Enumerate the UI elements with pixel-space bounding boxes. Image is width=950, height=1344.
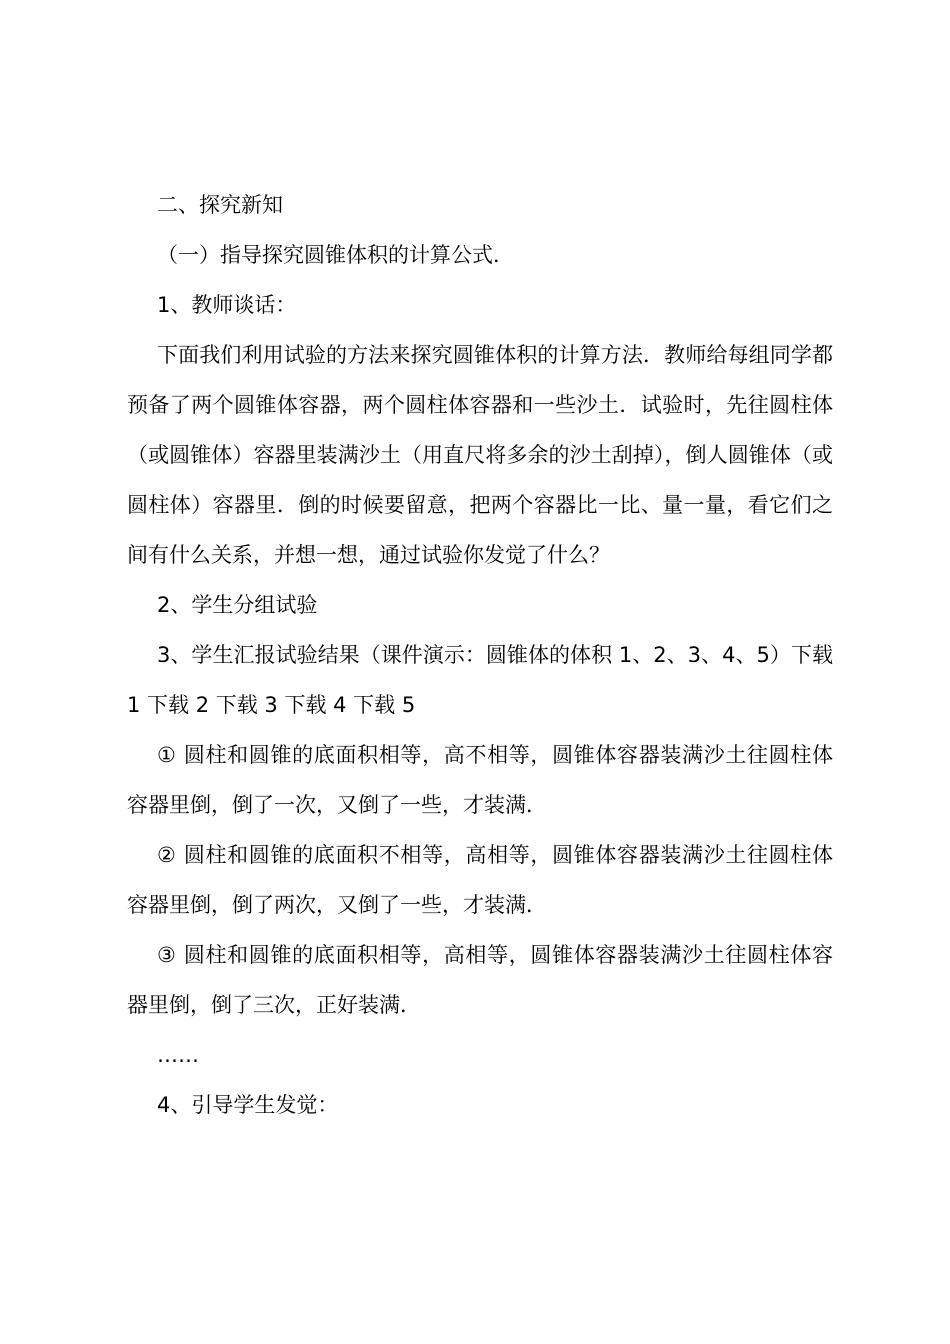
result-item-2: ② 圆柱和圆锥的底面积不相等，高相等，圆锥体容器装满沙土往圆柱体容器里倒，倒了两次，又倒了一些，才装满．	[127, 843, 833, 917]
step-heading-2: 2、学生分组试验	[157, 593, 318, 617]
step-heading-4: 4、引导学生发觉：	[157, 1093, 339, 1117]
document-body	[127, 180, 833, 1130]
section-heading: 二、探究新知	[157, 193, 283, 217]
subsection-heading: （一）指导探究圆锥体积的计算公式．	[157, 243, 514, 267]
step-heading-3: 3、学生汇报试验结果（课件演示：圆锥体的体积 1、2、3、4、5）下载 1 下载 2 下载 3 下载 4 下载 5	[127, 643, 833, 717]
step-heading-1: 1、教师谈话：	[157, 293, 297, 317]
teacher-talk-paragraph: 下面我们利用试验的方法来探究圆锥体积的计算方法．教师给每组同学都预备了两个圆锥体容器，两个圆柱体容器和一些沙土．试验时，先往圆柱体（或圆锥体）容器里装满沙土（用直尺将多余的沙土刮掉），倒人圆锥体（或圆柱体）容器里．倒的时候要留意，把两个容器比一比、量一量，看它们之间有什么关系，并想一想，通过试验你发觉了什么？	[127, 343, 833, 567]
ellipsis-line: ……	[157, 1043, 199, 1067]
result-item-3: ③ 圆柱和圆锥的底面积相等，高相等，圆锥体容器装满沙土往圆柱体容器里倒，倒了三次，正好装满．	[127, 943, 833, 1017]
result-item-1: ① 圆柱和圆锥的底面积相等，高不相等，圆锥体容器装满沙土往圆柱体容器里倒，倒了一次，又倒了一些，才装满．	[127, 743, 833, 817]
